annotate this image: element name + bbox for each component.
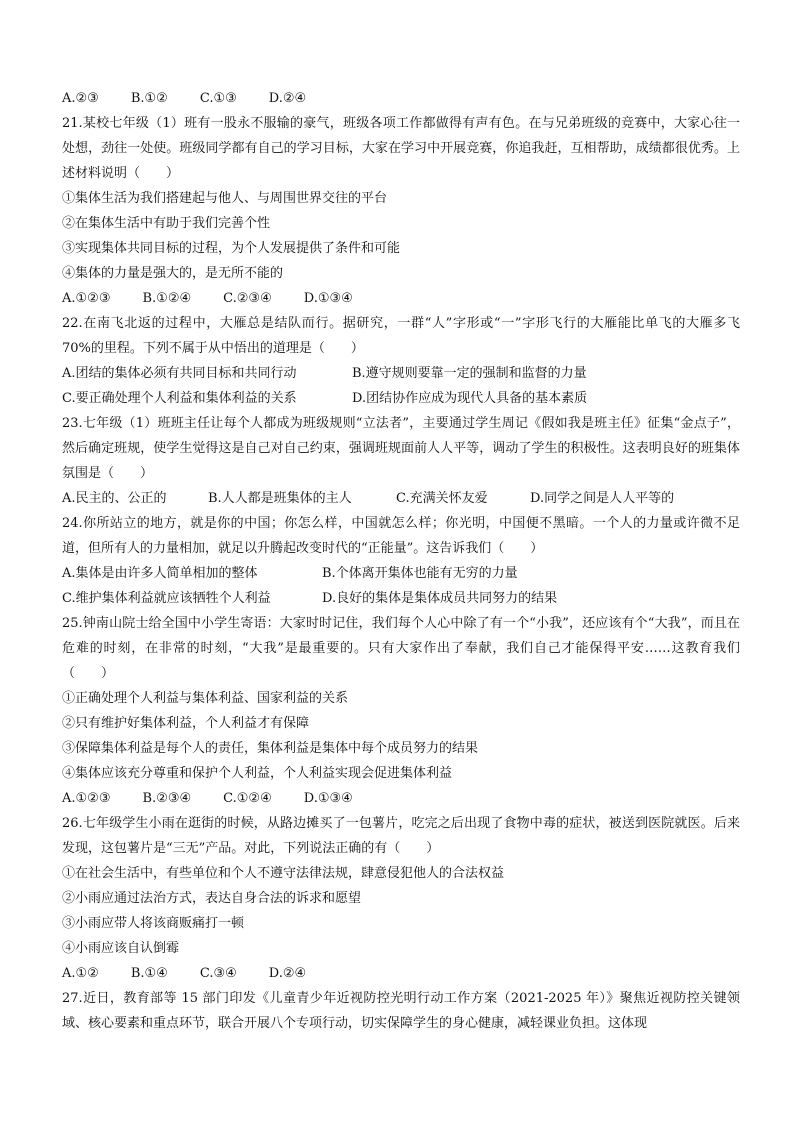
q21-item-2: ②在集体生活中有助于我们完善个性 — [62, 216, 271, 231]
option-b: B.遵守规则要靠一定的强制和监督的力量 — [352, 366, 587, 381]
q20-options — [62, 86, 740, 111]
option-a: A.①②③ — [62, 791, 111, 806]
option-b: B.①②④ — [142, 291, 192, 306]
option-d: D.②④ — [268, 966, 307, 981]
option-a: A.集体是由许多人简单相加的整体 — [62, 566, 258, 581]
option-b: B.人人都是班集体的主人 — [208, 491, 352, 506]
q21-item-3: ③实现集体共同目标的过程，为个人发展提供了条件和可能 — [62, 241, 401, 256]
option-c: C.③④ — [199, 966, 237, 981]
exam-page — [62, 86, 740, 1036]
option-c: C.②③④ — [223, 291, 272, 306]
option-c: C.充满关怀友爱 — [396, 491, 488, 506]
option-d: D.①③④ — [303, 291, 353, 306]
q21-item-1: ①集体生活为我们搭建起与他人、与周围世界交往的平台 — [62, 191, 388, 206]
question-25-text: 25.钟南山院士给全国中小学生寄语：大家时时记住，我们每个人心中除了有一个“小我”，还应该有个“大我”，而且在危难的时刻，在非常的时刻，“大我”是最重要的。只有大家作出了奉献，我们自己才能保得平安……这教育我们（ ） — [62, 616, 740, 681]
question-26-text: 26.七年级学生小雨在逛街的时候，从路边摊买了一包薯片，吃完之后出现了食物中毒的症状，被送到医院就医。后来发现，这包薯片是“三无”产品。对此，下列说法正确的有（ ） — [62, 816, 740, 856]
option-d: D.同学之间是人人平等的 — [530, 491, 675, 506]
q26-item-2: ②小雨应通过法治方式，表达自身合法的诉求和愿望 — [62, 891, 362, 906]
option-a: A.①② — [62, 966, 99, 981]
q25-options — [62, 786, 740, 811]
option-a: A.团结的集体必须有共同目标和共同行动 — [62, 366, 297, 381]
q25-item-4: ④集体应该充分尊重和保护个人利益，个人利益实现会促进集体利益 — [62, 766, 453, 781]
q26-item-3: ③小雨应带人将该商贩痛打一顿 — [62, 916, 245, 931]
q25-item-2: ②只有维护好集体利益，个人利益才有保障 — [62, 716, 310, 731]
option-d: D.良好的集体是集体成员共同努力的结果 — [322, 591, 558, 606]
option-c: C.维护集体利益就应该牺牲个人利益 — [62, 591, 271, 606]
q26-item-4: ④小雨应该自认倒霉 — [62, 941, 180, 956]
option-a: A.①②③ — [62, 291, 111, 306]
q22-options-row-2 — [62, 386, 740, 411]
option-b: B.①② — [130, 91, 168, 106]
question-24-text: 24.你所站立的地方，就是你的中国；你怎么样，中国就怎么样；你光明，中国便不黑暗。一个人的力量或许微不足道，但所有人的力量相加，就足以升腾起改变时代的“正能量”。这告诉我们（ ） — [62, 516, 740, 556]
q21-options — [62, 286, 740, 311]
question-21-text: 21.某校七年级（1）班有一股永不服输的豪气，班级各项工作都做得有声有色。在与兄弟班级的竞赛中，大家心往一处想，劲往一处使。班级同学都有自己的学习目标，大家在学习中开展竞赛，你追我赶，互相帮助，成绩都很优秀。上述材料说明（ ） — [62, 116, 740, 181]
option-c: C.要正确处理个人利益和集体利益的关系 — [62, 391, 297, 406]
option-b: B.①④ — [130, 966, 168, 981]
q25-item-1: ①正确处理个人利益与集体利益、国家利益的关系 — [62, 691, 349, 706]
option-d: D.①③④ — [303, 791, 353, 806]
q23-options — [62, 486, 740, 511]
option-c: C.①②④ — [223, 791, 272, 806]
option-d: D.团结协作应成为现代人具备的基本素质 — [352, 391, 588, 406]
q25-item-3: ③保障集体利益是每个人的责任，集体利益是集体中每个成员努力的结果 — [62, 741, 479, 756]
q24-options-row-1 — [62, 561, 740, 586]
option-b: B.个体离开集体也能有无穷的力量 — [322, 566, 518, 581]
q24-options-row-2 — [62, 586, 740, 611]
question-27-text: 27.近日，教育部等 15 部门印发《儿童青少年近视防控光明行动工作方案（2021-2025 年）》聚焦近视防控关键领域、核心要素和重点环节，联合开展八个专项行动，切实保障学生的身心健康，减轻课业负担。这体现 — [62, 991, 740, 1031]
option-a: A.②③ — [62, 91, 99, 106]
question-23-text: 23.七年级（1）班班主任让每个人都成为班级规则“立法者”，主要通过学生周记《假如我是班主任》征集“金点子”，然后确定班规，使学生觉得这是自己对自己约束，强调班规面前人人平等，调动了学生的积极性。这表明良好的班集体氛围是（ ） — [62, 416, 740, 481]
option-a: A.民主的、公正的 — [62, 491, 167, 506]
q22-options-row-1 — [62, 361, 740, 386]
option-d: D.②④ — [268, 91, 307, 106]
option-b: B.②③④ — [142, 791, 192, 806]
q21-item-4: ④集体的力量是强大的，是无所不能的 — [62, 266, 284, 281]
question-22-text: 22.在南飞北返的过程中，大雁总是结队而行。据研究，一群“人”字形或“一”字形飞行的大雁能比单飞的大雁多飞 70%的里程。下列不属于从中悟出的道理是（ ） — [62, 316, 740, 356]
q26-item-1: ①在社会生活中，有些单位和个人不遵守法律法规，肆意侵犯他人的合法权益 — [62, 866, 505, 881]
option-c: C.①③ — [199, 91, 237, 106]
q26-options — [62, 961, 740, 986]
